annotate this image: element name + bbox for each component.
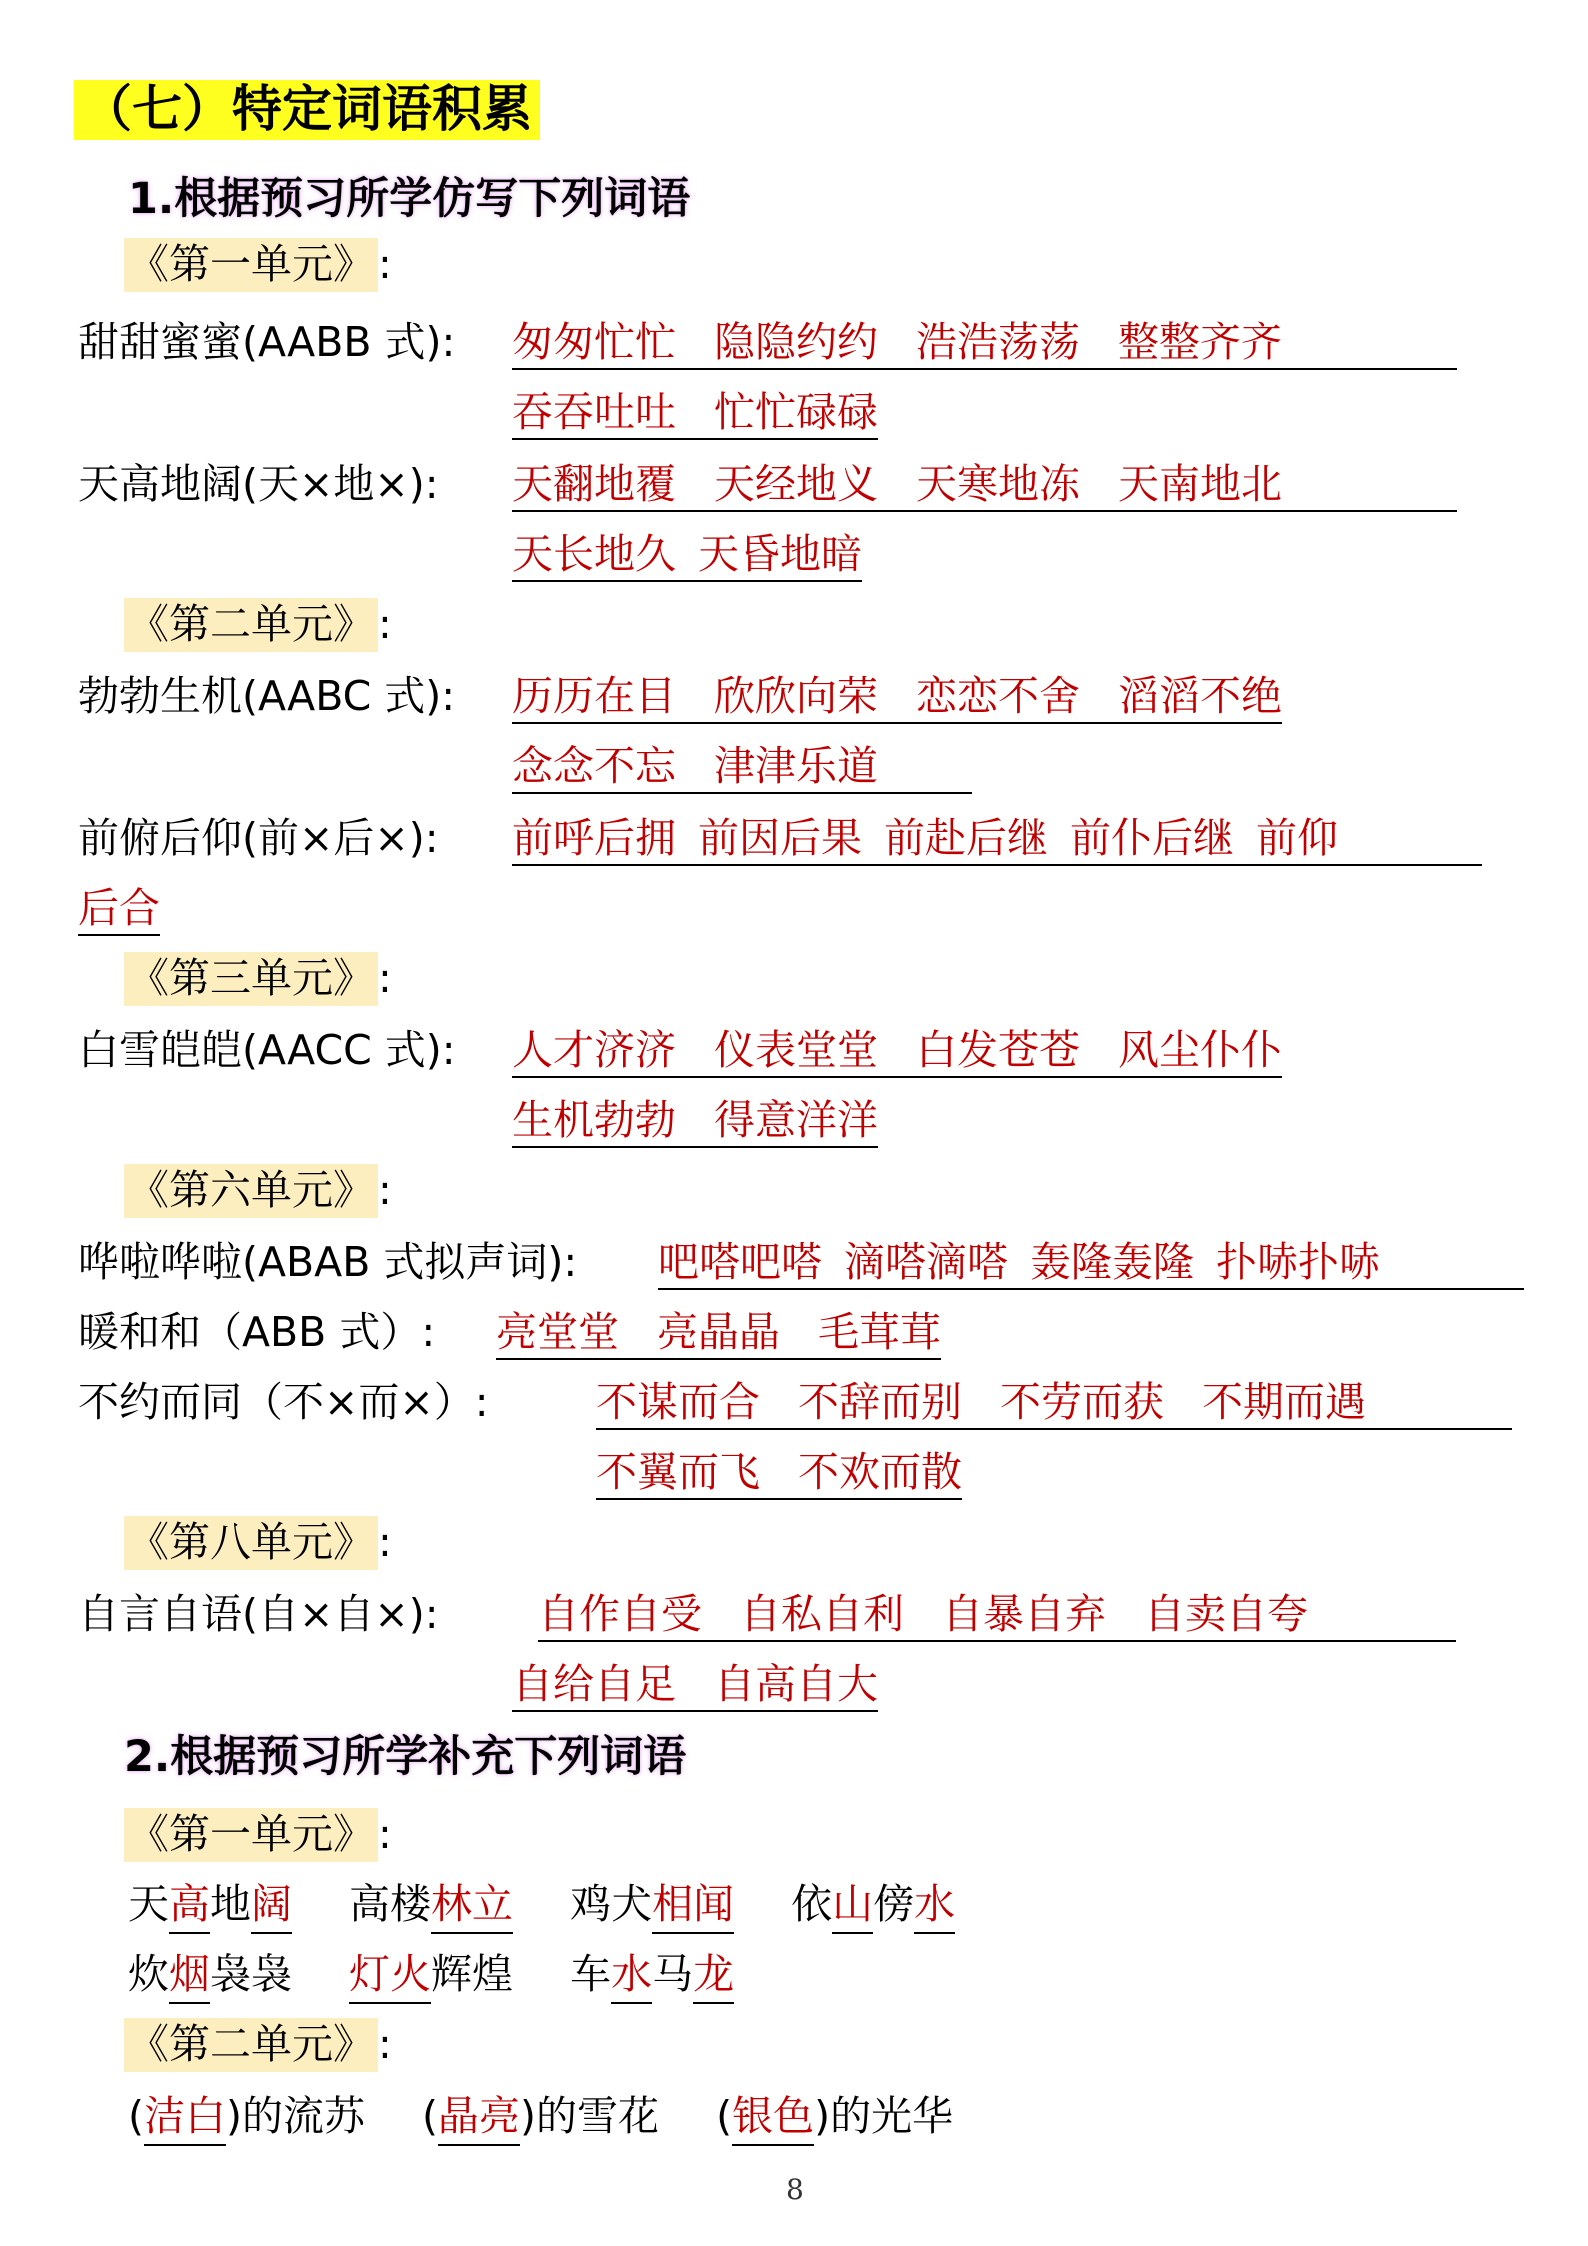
answer-word: 吞吞吐吐 bbox=[512, 388, 676, 436]
answer-line bbox=[512, 1660, 878, 1712]
answer-word: 忙忙碌碌 bbox=[714, 388, 878, 436]
fill-word: 依山傍水 bbox=[791, 1880, 955, 1934]
answer-line bbox=[496, 1308, 941, 1360]
answer-word: 匆匆忙忙 bbox=[512, 318, 676, 366]
answer-word: 滴嗒滴嗒 bbox=[844, 1238, 1008, 1286]
fill-row bbox=[128, 1950, 735, 1998]
answer-word: 自高自大 bbox=[714, 1660, 878, 1708]
pattern-label: 白雪皑皑(AACC 式): bbox=[78, 1026, 456, 1074]
answer-word: 自卖自夸 bbox=[1144, 1590, 1308, 1638]
page-title: （七）特定词语积累 bbox=[74, 80, 540, 140]
answer-word: 前赴后继 bbox=[884, 814, 1048, 862]
fill-phrase: (洁白)的流苏 bbox=[128, 2092, 365, 2146]
answer-word: 不劳而获 bbox=[1000, 1378, 1164, 1426]
answer-word: 扑哧扑哧 bbox=[1216, 1238, 1380, 1286]
unit1-header bbox=[124, 1810, 392, 1858]
fill-row bbox=[128, 2092, 954, 2140]
colon: : bbox=[378, 954, 392, 1002]
answer-word: 天昏地暗 bbox=[698, 530, 862, 578]
colon: : bbox=[378, 2020, 392, 2068]
answer-word: 天南地北 bbox=[1118, 460, 1282, 508]
answer-word: 亮堂堂 bbox=[496, 1308, 619, 1356]
unit8-header bbox=[124, 1518, 392, 1566]
unit-name: 《第一单元》 bbox=[124, 1808, 378, 1862]
answer-word: 不翼而飞 bbox=[596, 1448, 760, 1496]
unit-name: 《第二单元》 bbox=[124, 598, 378, 652]
answer-word: 恋恋不舍 bbox=[916, 672, 1080, 720]
answer-word: 轰隆轰隆 bbox=[1030, 1238, 1194, 1286]
answer-word: 前仰 bbox=[1256, 814, 1338, 862]
answer-word: 生机勃勃 bbox=[512, 1096, 676, 1144]
answer-line bbox=[512, 1026, 1282, 1078]
answer-word: 人才济济 bbox=[512, 1026, 676, 1074]
answer-word: 不谋而合 bbox=[596, 1378, 760, 1426]
pattern-label: 不约而同（不×而×）: bbox=[78, 1378, 489, 1426]
pattern-label: 哗啦哗啦(ABAB 式拟声词): bbox=[78, 1238, 578, 1286]
answer-line bbox=[512, 318, 1457, 370]
pattern-label: 自言自语(自×自×): bbox=[78, 1590, 439, 1638]
answer-word: 不期而遇 bbox=[1202, 1378, 1366, 1426]
answer-word: 津津乐道 bbox=[714, 742, 878, 790]
answer-line bbox=[512, 460, 1457, 512]
answer-word: 天经地义 bbox=[714, 460, 878, 508]
answer-word: 天长地久 bbox=[512, 530, 676, 578]
colon: : bbox=[378, 1810, 392, 1858]
unit-name: 《第六单元》 bbox=[124, 1164, 378, 1218]
answer-line bbox=[596, 1378, 1512, 1430]
fill-row bbox=[128, 1880, 956, 1928]
section1-heading: 1.根据预习所学仿写下列词语 bbox=[128, 174, 691, 224]
answer-word: 仪表堂堂 bbox=[714, 1026, 878, 1074]
answer-word: 滔滔不绝 bbox=[1118, 672, 1282, 720]
pattern-label: 勃勃生机(AABC 式): bbox=[78, 672, 456, 720]
fill-word: 高楼林立 bbox=[349, 1880, 513, 1934]
answer-line bbox=[512, 388, 878, 440]
unit6-header bbox=[124, 1166, 392, 1214]
answer-word: 得意洋洋 bbox=[714, 1096, 878, 1144]
answer-line bbox=[78, 884, 160, 936]
answer-word: 自暴自弃 bbox=[942, 1590, 1106, 1638]
answer-word: 前呼后拥 bbox=[512, 814, 676, 862]
colon: : bbox=[378, 600, 392, 648]
pattern-label: 暖和和（ABB 式）: bbox=[78, 1308, 436, 1356]
answer-word: 天翻地覆 bbox=[512, 460, 676, 508]
answer-word: 不辞而别 bbox=[798, 1378, 962, 1426]
answer-word: 自给自足 bbox=[512, 1660, 676, 1708]
unit-name: 《第一单元》 bbox=[124, 238, 378, 292]
fill-phrase: (银色)的光华 bbox=[716, 2092, 953, 2146]
answer-word: 后合 bbox=[78, 884, 160, 932]
fill-word: 炊烟袅袅 bbox=[128, 1950, 292, 2004]
answer-word: 天寒地冻 bbox=[916, 460, 1080, 508]
pattern-label: 甜甜蜜蜜(AABB 式): bbox=[78, 318, 456, 366]
pattern-label: 天高地阔(天×地×): bbox=[78, 460, 439, 508]
answer-line bbox=[512, 742, 972, 794]
answer-word: 浩浩荡荡 bbox=[916, 318, 1080, 366]
fill-word: 天高地阔 bbox=[128, 1880, 292, 1934]
unit2-header bbox=[124, 600, 392, 648]
pattern-label: 前俯后仰(前×后×): bbox=[78, 814, 439, 862]
answer-word: 白发苍苍 bbox=[916, 1026, 1080, 1074]
section2-heading: 2.根据预习所学补充下列词语 bbox=[124, 1732, 687, 1782]
answer-word: 自私自利 bbox=[740, 1590, 904, 1638]
answer-line bbox=[512, 530, 862, 582]
fill-word: 车水马龙 bbox=[570, 1950, 734, 2004]
fill-word: 鸡犬相闻 bbox=[570, 1880, 734, 1934]
colon: : bbox=[378, 240, 392, 288]
answer-word: 隐隐约约 bbox=[714, 318, 878, 366]
page-number: 8 bbox=[786, 2173, 804, 2206]
answer-line bbox=[658, 1238, 1524, 1290]
colon: : bbox=[378, 1166, 392, 1214]
unit3-header bbox=[124, 954, 392, 1002]
answer-word: 不欢而散 bbox=[798, 1448, 962, 1496]
unit1-header bbox=[124, 240, 392, 288]
answer-word: 欣欣向荣 bbox=[714, 672, 878, 720]
answer-line bbox=[512, 1096, 878, 1148]
unit-name: 《第八单元》 bbox=[124, 1516, 378, 1570]
answer-line bbox=[596, 1448, 962, 1500]
answer-word: 风尘仆仆 bbox=[1118, 1026, 1282, 1074]
unit-name: 《第三单元》 bbox=[124, 952, 378, 1006]
answer-line bbox=[512, 672, 1282, 724]
answer-word: 前仆后继 bbox=[1070, 814, 1234, 862]
answer-line bbox=[512, 814, 1482, 866]
answer-word: 亮晶晶 bbox=[657, 1308, 780, 1356]
answer-word: 整整齐齐 bbox=[1118, 318, 1282, 366]
answer-line bbox=[538, 1590, 1456, 1642]
answer-word: 前因后果 bbox=[698, 814, 862, 862]
unit2-header bbox=[124, 2020, 392, 2068]
answer-word: 历历在目 bbox=[512, 672, 676, 720]
answer-word: 吧嗒吧嗒 bbox=[658, 1238, 822, 1286]
fill-word: 灯火辉煌 bbox=[349, 1950, 513, 2004]
answer-word: 自作自受 bbox=[538, 1590, 702, 1638]
answer-word: 毛茸茸 bbox=[818, 1308, 941, 1356]
answer-word: 念念不忘 bbox=[512, 742, 676, 790]
fill-phrase: (晶亮)的雪花 bbox=[422, 2092, 659, 2146]
colon: : bbox=[378, 1518, 392, 1566]
unit-name: 《第二单元》 bbox=[124, 2018, 378, 2072]
